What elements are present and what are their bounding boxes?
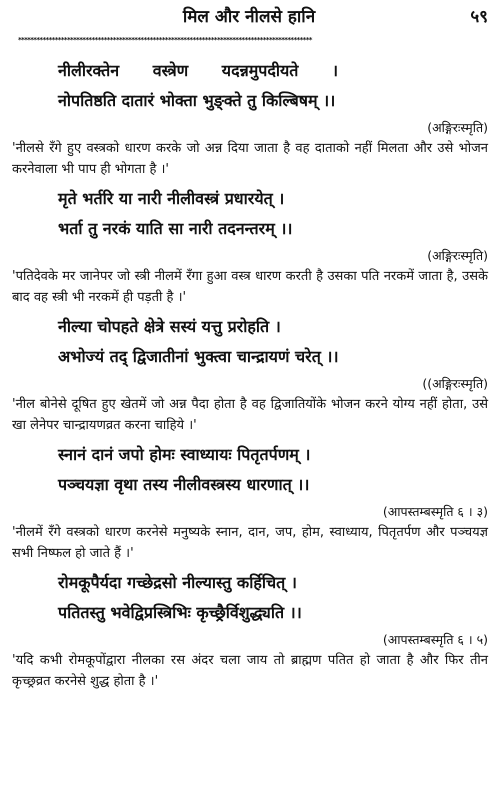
page-header [0,4,498,30]
page-body [0,56,498,692]
sloka-line: नोपतिष्ठति दातारं भोक्ता भुङ्क्ते तु किल्बिषम् ।। [58,91,336,110]
page-number: ५९ [470,7,488,27]
sloka-line: स्नानं दानं जपो होमः स्वाध्यायः पितृतर्पणम् । [58,445,311,464]
sloka-line: मृते भर्तरि या नारी नीलीवस्त्रं प्रधारयेत् । [58,189,285,208]
translation-paragraph: 'नीलमें रँगे वस्त्रको धारण करनेसे मनुष्यके स्नान, दान, जप, होम, स्वाध्याय, पितृतर्पण और पञ्चयज्ञ सभी निष्फल हो जाते हैं ।' [12,525,488,561]
sloka-source: (अङ्गिरःस्मृति) [427,248,488,263]
sloka-line: पतितस्तु भवेद्विप्रस्त्रिभिः कृच्छ्रैर्विशुद्ध्यति ।। [58,603,302,622]
sloka-line: भर्ता तु नरकं याति सा नारी तदनन्तरम् ।। [58,219,293,238]
sloka-source: (आपस्तम्बस्मृति ६ । ५) [382,632,488,647]
translation-paragraph: 'यदि कभी रोमकूपोंद्वारा नीलका रस अंदर चला जाय तो ब्राह्मण पतित हो जाता है और फिर तीन कृच्छ्रव्रत करनेसे शुद्ध होता है ।' [12,653,488,689]
page-title: मिल और नीलसे हानि [182,7,316,27]
translation-paragraph: 'नीलसे रँगे हुए वस्त्रको धारण करके जो अन्न दिया जाता है वह दाताको नहीं मिलता और उसे भोजन करनेवाला भी पाप ही भोगता है ।' [12,141,488,177]
sloka-source: (आपस्तम्बस्मृति ६ । ३) [382,504,488,519]
sloka-source: ((अङ्गिरःस्मृति) [422,376,488,391]
sloka-line: पञ्चयज्ञा वृथा तस्य नीलीवस्त्रस्य धारणात् ।। [58,475,310,494]
sloka-line: अभोज्यं तद् द्विजातीनां भुक्त्वा चान्द्रायणं चरेत् ।। [58,347,339,366]
translation-paragraph: 'पतिदेवके मर जानेपर जो स्त्री नीलमें रँगा हुआ वस्त्र धारण करती है उसका पति नरकमें जाता है, उसके बाद वह स्त्री भी नरकमें ही पड़ती है ।' [12,269,488,305]
sloka-source: (अङ्गिरःस्मृति) [427,120,488,135]
sloka-line: नील्या चोपहते क्षेत्रे सस्यं यत्तु प्ररोहति । [58,317,281,336]
sloka-line: नीलीरक्तेन वस्त्रेण यदन्नमुपदीयते । [58,61,339,80]
translation-paragraph: 'नील बोनेसे दूषित हुए खेतमें जो अन्न पैदा होता है वह द्विजातियोंके भोजन करने योग्य नहीं होता, उसे खा लेनेपर चान्द्रायणव्रत करना चाहिये ।' [12,397,488,433]
header-separator: ************************************************************************************************ [18,36,312,44]
sloka-line: रोमकूपैर्यदा गच्छेद्रसो नील्यास्तु कर्हिचित् । [58,573,297,592]
